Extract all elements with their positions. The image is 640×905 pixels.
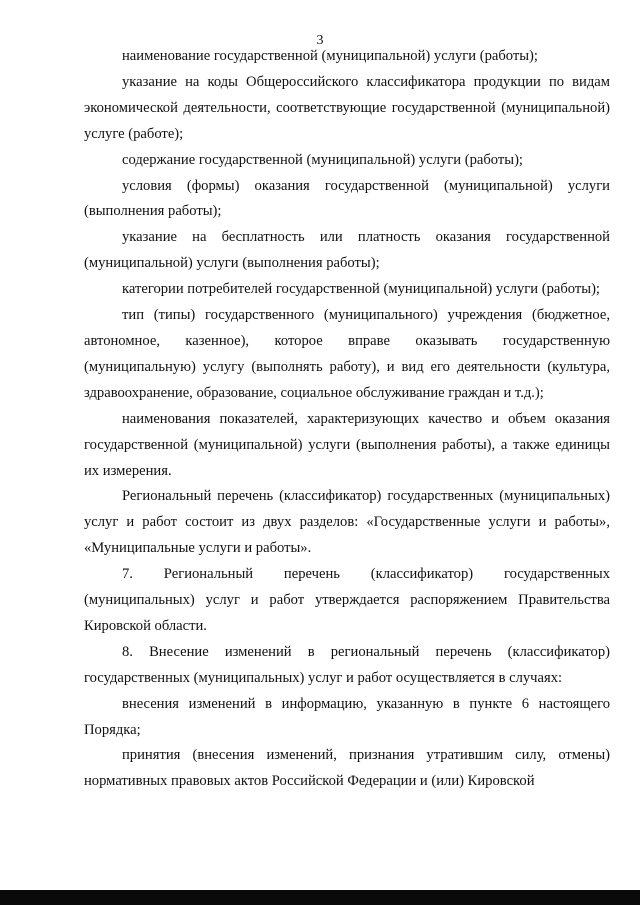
paragraph-item-7: 7. Региональный перечень (классификатор) государственных (муниципальных) услуг и работ утверждается распоряжением Правительства Кировской области.: [84, 566, 610, 634]
paragraph-free-or-paid: указание на бесплатность или платность оказания государственной (муниципальной) услуги (выполнения работы);: [84, 229, 610, 272]
paragraph-service-content: содержание государственной (муниципальной) услуги (работы);: [122, 151, 523, 168]
paragraph-item-8: 8. Внесение изменений в региональный перечень (классификатор) государственных (муниципальных) услуг и работ осуществляется в случаях:: [84, 643, 610, 686]
paragraph-quality-indicators: наименования показателей, характеризующих качество и объем оказания государственной (муниципальной) услуги (выполнения работы), а также единицы их измерения.: [84, 410, 610, 479]
paragraph-okpd-codes: указание на коды Общероссийского классификатора продукции по видам экономической деятельности, соответствующие государственной (муниципальной) услуге (работе);: [84, 73, 610, 142]
document-body: [84, 44, 610, 795]
paragraph-institution-type: тип (типы) государственного (муниципального) учреждения (бюджетное, автономное, казенное), которое вправе оказывать государственную (муниципальную) услугу (выполнять работу), и вид его деятельности (культура, здравоохранение, образование, социальное обслуживание граждан и т.д.);: [84, 307, 610, 401]
paragraph-legal-acts: принятия (внесения изменений, признания утратившим силу, отмены) нормативных правовых актов Российской Федерации и (или) Кировской: [84, 747, 610, 790]
paragraph-consumer-categories: категории потребителей государственной (муниципальной) услуги (работы);: [122, 281, 600, 298]
paragraph-info-changes: внесения изменений в информацию, указанную в пункте 6 настоящего Порядка;: [84, 695, 610, 738]
paragraph-service-name: наименование государственной (муниципальной) услуги (работы);: [122, 48, 538, 64]
page-number: 3: [316, 33, 324, 48]
paragraph-list-sections: Региональный перечень (классификатор) государственных (муниципальных) услуг и работ состоит из двух разделов: «Государственные услуги и работы», «Муниципальные услуги и работы».: [84, 488, 610, 557]
scan-bottom-edge: [0, 890, 640, 905]
paragraph-service-conditions: условия (формы) оказания государственной (муниципальной) услуги (выполнения работы);: [84, 177, 610, 220]
